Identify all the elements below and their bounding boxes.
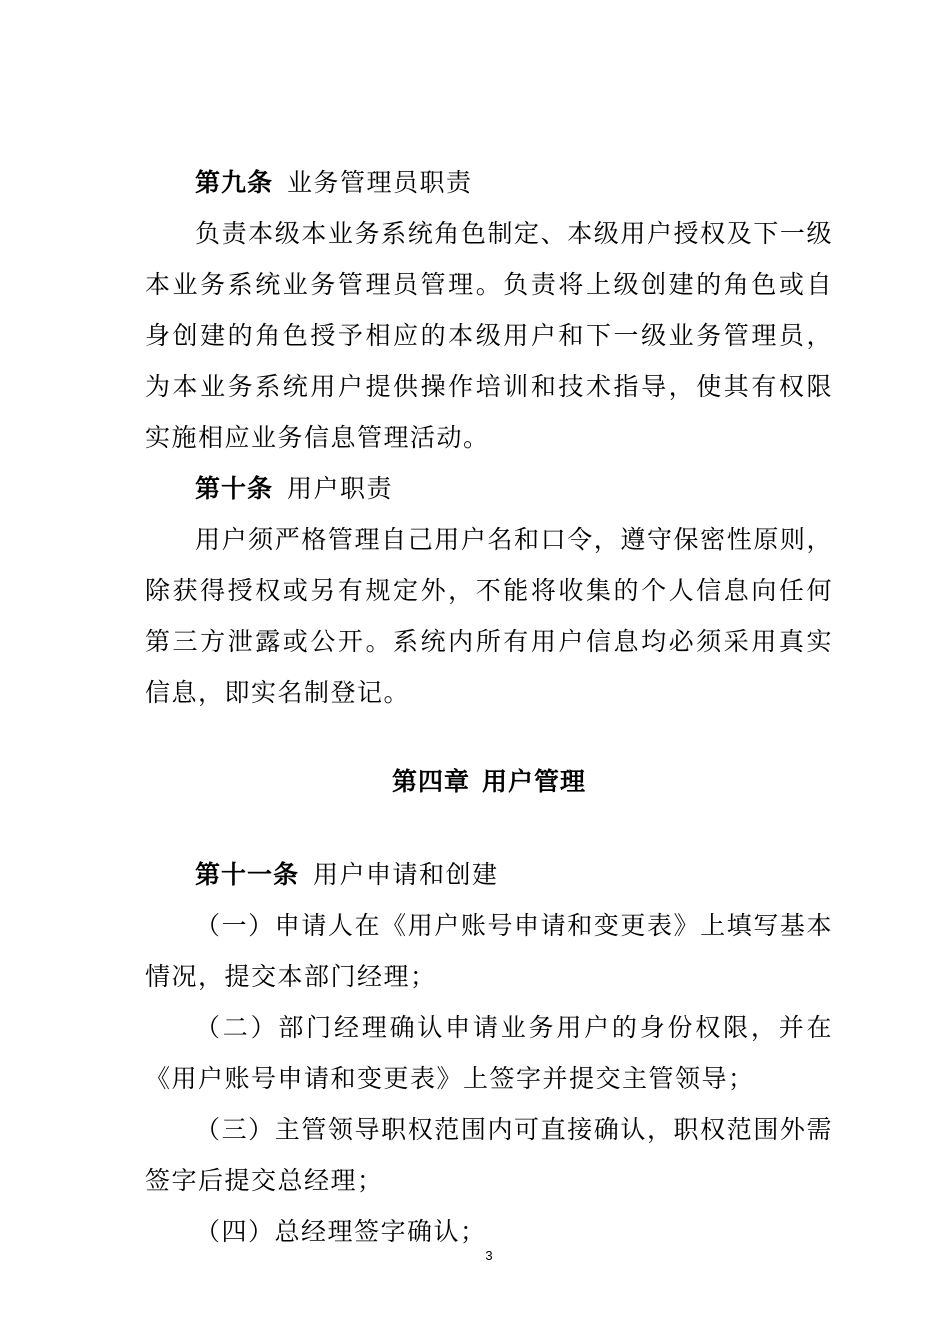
article-9-heading bbox=[145, 157, 833, 208]
article-9-body: 负责本级本业务系统角色制定、本级用户授权及下一级本业务系统业务管理员管理。负责将上级创建的角色或自身创建的角色授予相应的本级用户和下一级业务管理员，为本业务系统用户提供操作培训和技术指导，使其有权限实施相应业务信息管理活动。 bbox=[145, 219, 833, 452]
article-11-title: 用户申请和创建 bbox=[313, 860, 499, 889]
article-10-number: 第十条 bbox=[195, 474, 274, 503]
chapter-4-heading bbox=[145, 756, 833, 807]
article-9-number: 第九条 bbox=[195, 168, 274, 197]
article-11-item-1: （一）申请人在《用户账号申请和变更表》上填写基本情况，提交本部门经理； bbox=[145, 911, 833, 991]
chapter-4-number: 第四章 bbox=[391, 767, 470, 796]
article-10-body: 用户须严格管理自己用户名和口令，遵守保密性原则，除获得授权或另有规定外，不能将收集的个人信息向任何第三方泄露或公开。系统内所有用户信息均必须采用真实信息，即实名制登记。 bbox=[145, 525, 833, 707]
article-9-title: 业务管理员职责 bbox=[287, 168, 473, 197]
article-10-heading bbox=[145, 463, 833, 514]
chapter-4-title: 用户管理 bbox=[482, 767, 587, 796]
page-number: 3 bbox=[485, 1248, 493, 1263]
article-10-title: 用户职责 bbox=[287, 474, 394, 503]
article-11-item-4: （四）总经理签字确认； bbox=[195, 1217, 487, 1246]
document-content bbox=[145, 157, 833, 1257]
article-11-item-2: （二）部门经理确认申请业务用户的身份权限，并在《用户账号申请和变更表》上签字并提交主管领导； bbox=[145, 1013, 833, 1093]
article-11-item-3: （三）主管领导职权范围内可直接确认，职权范围外需签字后提交总经理； bbox=[145, 1115, 833, 1195]
article-11-heading bbox=[145, 849, 833, 900]
article-11-number: 第十一条 bbox=[195, 860, 300, 889]
